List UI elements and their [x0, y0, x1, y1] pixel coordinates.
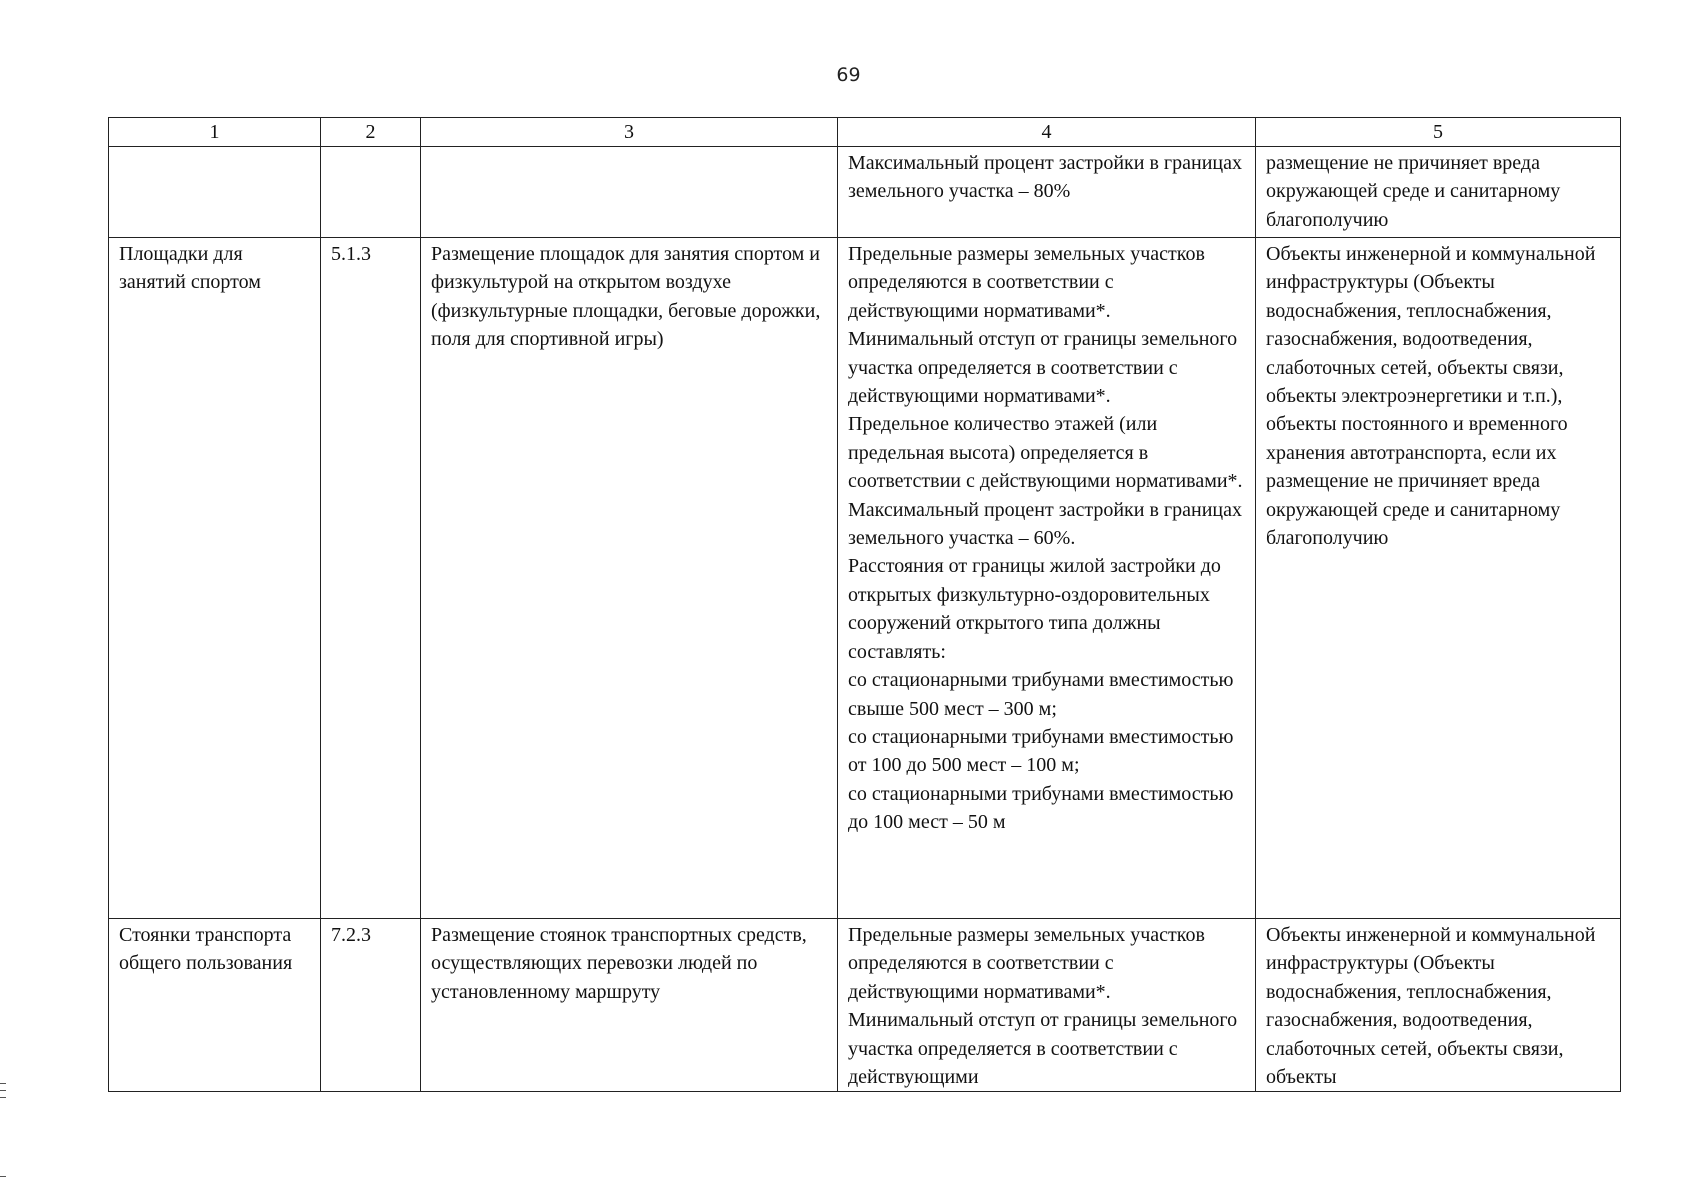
- cell-parameters: Предельные размеры земельных участков определяются в соответствии с действующими нормативами*. Минимальный отступ от границы земельного участка определяется в соответствии с действующими нормативами*. Предельное количество этажей (или предельная высота) определяется в соответствии с действующими нормативами*. Максимальный процент застройки в границах земельного участка – 60%. Расстояния от границы жилой застройки до открытых физкультурно-оздоровительных сооружений открытого типа должны составлять: со стационарными трибунами вместимостью свыше 500 мест – 300 м; со стационарными трибунами вместимостью от 100 до 500 мест – 100 м; со стационарными трибунами вместимостью до 100 мест – 50 м: [838, 238, 1256, 919]
- page-number: 69: [836, 64, 861, 86]
- cell-description: Размещение стоянок транспортных средств, осуществляющих перевозки людей по установленному маршруту: [421, 919, 838, 1092]
- cell-name: Площадки для занятий спортом: [109, 238, 321, 919]
- table-row: [109, 147, 1621, 238]
- cell-code: 7.2.3: [321, 919, 421, 1092]
- cell-description: [421, 147, 838, 238]
- cell-name: [109, 147, 321, 238]
- cell-auxiliary-uses: размещение не причиняет вреда окружающей среде и санитарному благополучию: [1256, 147, 1621, 238]
- cell-parameters: Предельные размеры земельных участков определяются в соответствии с действующими нормативами*. Минимальный отступ от границы земельного участка определяется в соответствии с действующими: [838, 919, 1256, 1092]
- table-header-row: [109, 118, 1621, 147]
- cell-auxiliary-uses: Объекты инженерной и коммунальной инфраструктуры (Объекты водоснабжения, теплоснабжения, газоснабжения, водоотведения, слаботочных сетей, объекты связи, объекты электроэнергетики и т.п.), объекты постоянного и временного хранения автотранспорта, если их размещение не причиняет вреда окружающей среде и санитарному благополучию: [1256, 238, 1621, 919]
- cell-code: [321, 147, 421, 238]
- cell-auxiliary-uses: Объекты инженерной и коммунальной инфраструктуры (Объекты водоснабжения, теплоснабжения, газоснабжения, водоотведения, слаботочных сетей, объекты связи, объекты: [1256, 919, 1621, 1092]
- table-row: [109, 238, 1621, 919]
- cell-description: Размещение площадок для занятия спортом и физкультурой на открытом воздухе (физкультурные площадки, беговые дорожки, поля для спортивной игры): [421, 238, 838, 919]
- land-use-table: [108, 117, 1621, 1092]
- scan-edge-mark: [0, 1176, 6, 1177]
- column-header-4: 4: [838, 118, 1256, 147]
- scan-edge-mark: [0, 1090, 6, 1091]
- cell-name: Стоянки транспорта общего пользования: [109, 919, 321, 1092]
- scan-edge-mark: [0, 1083, 6, 1084]
- cell-parameters: Максимальный процент застройки в границах земельного участка – 80%: [838, 147, 1256, 238]
- column-header-1: 1: [109, 118, 321, 147]
- scan-edge-mark: [0, 1097, 6, 1098]
- column-header-5: 5: [1256, 118, 1621, 147]
- table-row: [109, 919, 1621, 1092]
- column-header-3: 3: [421, 118, 838, 147]
- cell-code: 5.1.3: [321, 238, 421, 919]
- column-header-2: 2: [321, 118, 421, 147]
